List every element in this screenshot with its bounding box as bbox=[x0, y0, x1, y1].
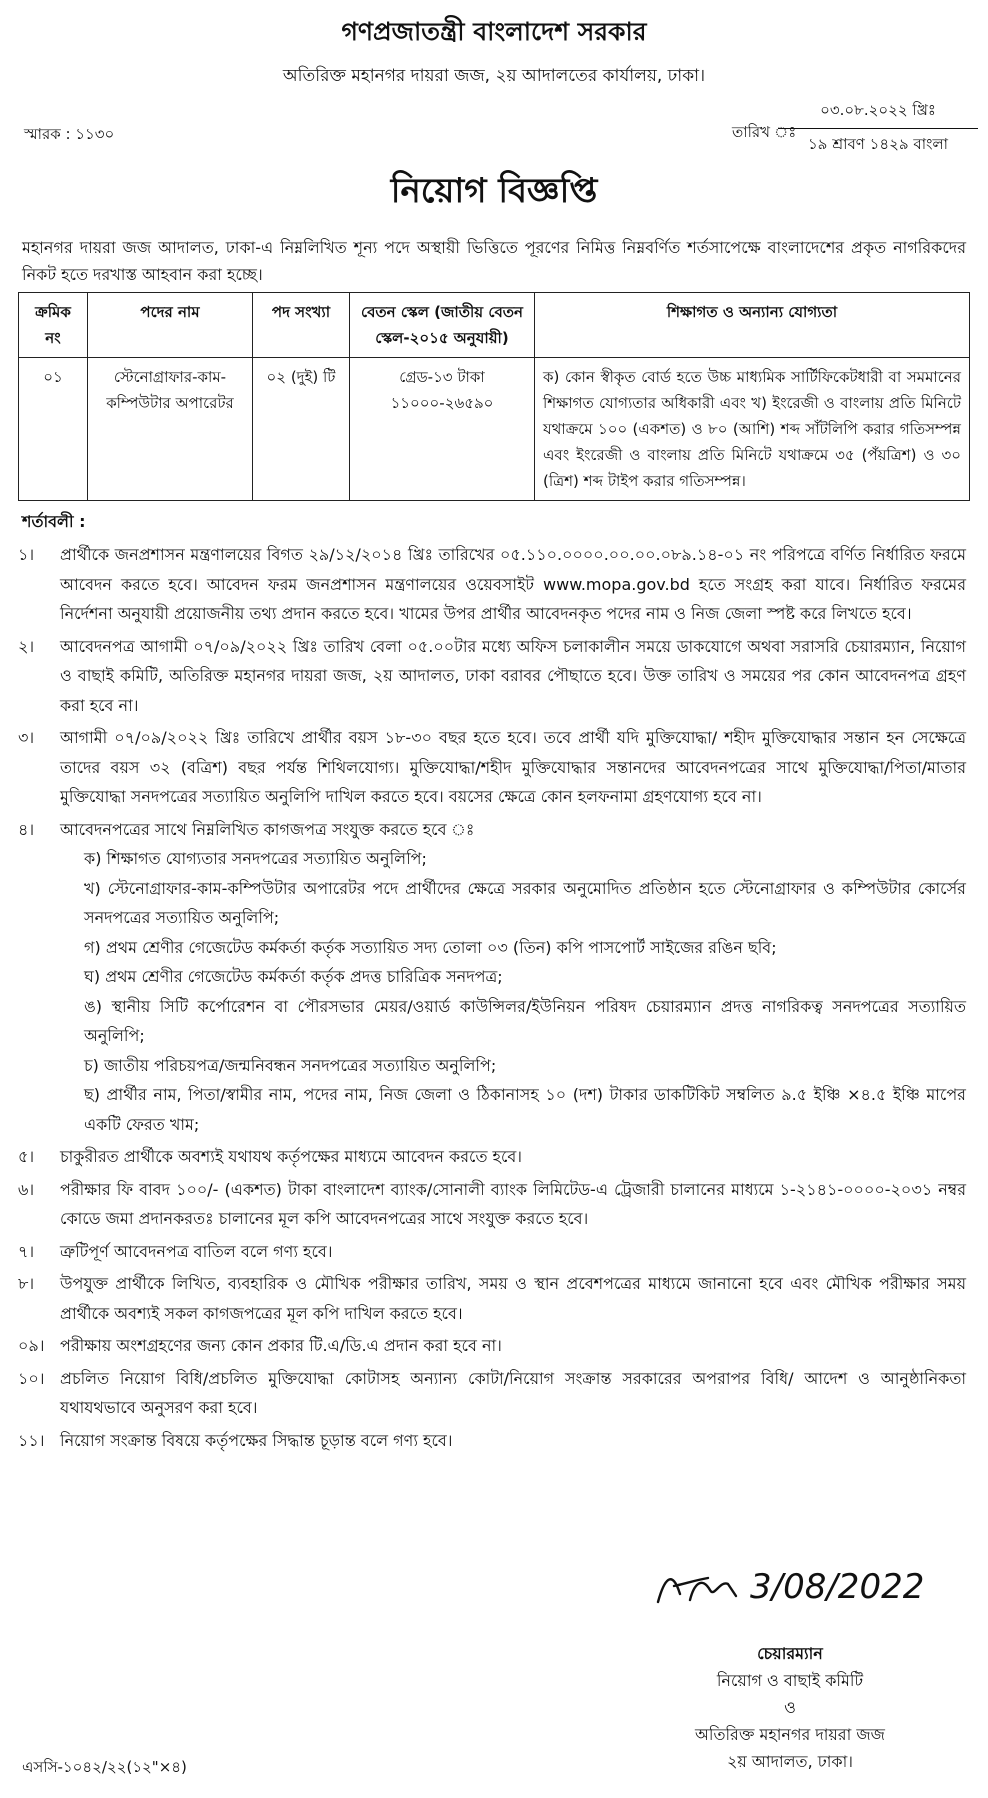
term-text: উপযুক্ত প্রার্থীকে লিখিত, ব্যবহারিক ও মৌখিক পরীক্ষার তারিখ, সময় ও স্থান প্রবেশপত্রের মাধ্যমে জানানো হবে এবং মৌখিক পরীক্ষার সময় প্রার্থীকে অবশ্যই সকল কাগজপত্রের মূল কপি দাখিল করতে হবে। bbox=[60, 1274, 966, 1323]
term-text: চাকুরীরত প্রার্থীকে অবশ্যই যথাযথ কর্তৃপক্ষের মাধ্যমে আবেদন করতে হবে। bbox=[60, 1147, 523, 1166]
term-5 bbox=[18, 1142, 970, 1172]
col-serial: ক্রমিক নং bbox=[19, 293, 88, 358]
term-text: প্রার্থীকে জনপ্রশাসন মন্ত্রণালয়ের বিগত ২৯/১২/২০১৪ খ্রিঃ তারিখের ০৫.১১০.০০০০.০০.০০.০৮৯.১৪-০১ নং পরিপত্রে বর্ণিত নির্ধারিত ফরমে আবেদন করতে হবে। আবেদন ফরম জনপ্রশাসন মন্ত্রণালয়ের ওয়েবসাইট www.mopa.gov.bd হতে সংগ্রহ করা যাবে। নির্ধারিত ফরমের নির্দেশনা অনুযায়ী প্রয়োজনীয় তথ্য প্রদান করতে হবে। খামের উপর প্রার্থীর আবেদনকৃত পদের নাম ও নিজ জেলা স্পষ্ট করে লিখতে হবে। bbox=[60, 545, 966, 623]
table-row bbox=[19, 358, 970, 501]
cell-count: ০২ (দুই) টি bbox=[253, 358, 350, 501]
document-item: ঘ) প্রথম শ্রেণীর গেজেটেড কর্মকর্তা কর্তৃক প্রদত্ত চারিত্রিক সনদপত্র; bbox=[84, 967, 503, 986]
term-9 bbox=[18, 1331, 970, 1361]
table-header-row bbox=[19, 293, 970, 358]
intro-paragraph: মহানগর দায়রা জজ আদালত, ঢাকা-এ নিম্নলিখিত শূন্য পদে অস্থায়ী ভিত্তিতে পূরণের নিমিত্ত নিম্নবর্ণিত শর্তসাপেক্ষে বাংলাদেশের প্রকৃত নাগরিকদের নিকট হতে দরখাস্ত আহবান করা হচ্ছে। bbox=[22, 238, 966, 284]
term-text: নিয়োগ সংক্রান্ত বিষয়ে কর্তৃপক্ষের সিদ্ধান্ত চূড়ান্ত বলে গণ্য হবে। bbox=[60, 1430, 453, 1450]
terms-list bbox=[18, 540, 970, 1455]
government-title: গণপ্রজাতন্ত্রী বাংলাদেশ সরকার bbox=[341, 17, 647, 46]
term-8 bbox=[18, 1269, 970, 1328]
date-bangla: ১৯ শ্রাবণ ১৪২৯ বাংলা bbox=[807, 135, 949, 153]
col-scale: বেতন স্কেল (জাতীয় বেতন স্কেল-২০১৫ অনুযায়ী) bbox=[350, 293, 535, 358]
terms-heading: শর্তাবলী : bbox=[22, 512, 86, 531]
document-item: খ) স্টেনোগ্রাফার-কাম-কম্পিউটার অপারেটর পদে প্রার্থীদের ক্ষেত্রে সরকার অনুমোদিত প্রতিষ্ঠান হতে স্টেনোগ্রাফার ও কম্পিউটার কোর্সের সনদপত্রের সত্যায়িত অনুলিপি; bbox=[84, 878, 966, 927]
term-text: আবেদনপত্রের সাথে নিম্নলিখিত কাগজপত্র সংযুক্ত করতে হবে ঃ bbox=[60, 819, 475, 839]
term-text: পরীক্ষার ফি বাবদ ১০০/- (একশত) টাকা বাংলাদেশ ব্যাংক/সোনালী ব্যাংক লিমিটেড-এ ট্রেজারী চালানের মাধ্যমে ১-২১৪১-০০০০-২০৩১ নম্বর কোডে জমা প্রদানকরতঃ চালানের মূল কপি আবেদনপত্রের সাথে সংযুক্ত করতে হবে। bbox=[60, 1179, 966, 1228]
term-number: ৪। bbox=[18, 819, 35, 839]
document-item: গ) প্রথম শ্রেণীর গেজেটেড কর্মকর্তা কর্তৃক সত্যায়িত সদ্য তোলা ০৩ (তিন) কপি পাসপোর্ট সাইজের রঙিন ছবি; bbox=[84, 937, 777, 957]
term-6 bbox=[18, 1175, 970, 1234]
term-number: ৬। bbox=[18, 1179, 35, 1199]
signature-block bbox=[640, 1550, 940, 1775]
term-10 bbox=[18, 1364, 970, 1423]
document-item: ক) শিক্ষাগত যোগ্যতার সনদপত্রের সত্যায়িত অনুলিপি; bbox=[84, 849, 427, 868]
term-text: ত্রুটিপূর্ণ আবেদনপত্র বাতিল বলে গণ্য হবে। bbox=[60, 1241, 333, 1261]
date-label: তারিখ ঃ bbox=[732, 123, 797, 141]
term-text: আবেদনপত্র আগামী ০৭/০৯/২০২২ খ্রিঃ তারিখ বেলা ০৫.০০টার মধ্যে অফিস চলাকালীন সময়ে ডাকযোগে অথবা সরাসরি চেয়ারম্যান, নিয়োগ ও বাছাই কমিটি, অতিরিক্ত মহানগর দায়রা জজ, ২য় আদালত, ঢাকা বরাবর পৌছাতে হবে। উক্ত তারিখ ও সময়ের পর কোন আবেদনপত্র গ্রহণ করা হবে না। bbox=[60, 636, 966, 715]
document-item: চ) জাতীয় পরিচয়পত্র/জন্মনিবন্ধন সনদপত্রের সত্যায়িত অনুলিপি; bbox=[84, 1055, 497, 1075]
date-gregorian: ০৩.০৮.২০২২ খ্রিঃ bbox=[778, 99, 978, 129]
term-text: পরীক্ষায় অংশগ্রহণের জন্য কোন প্রকার টি.এ/ডি.এ প্রদান করা হবে না। bbox=[60, 1336, 502, 1355]
term-number: ১১। bbox=[18, 1430, 45, 1450]
signature-court: ২য় আদালত, ঢাকা। bbox=[727, 1752, 853, 1771]
term-1 bbox=[18, 540, 970, 629]
term-3 bbox=[18, 723, 970, 812]
term-text: প্রচলিত নিয়োগ বিধি/প্রচলিত মুক্তিযোদ্ধা কোটাসহ অন্যান্য কোটা/নিয়োগ সংক্রান্ত সরকারের অপরাপর বিধি/ আদেশ ও আনুষ্ঠানিকতা যথাযথভাবে অনুসরণ করা হবে। bbox=[60, 1368, 966, 1417]
col-count: পদ সংখ্যা bbox=[253, 293, 350, 358]
term-text: আগামী ০৭/০৯/২০২২ খ্রিঃ তারিখে প্রার্থীর বয়স ১৮-৩০ বছর হতে হবে। তবে প্রার্থী যদি মুক্তিযোদ্ধা/ শহীদ মুক্তিযোদ্ধার সন্তান হন সেক্ষেত্রে তাদের বয়স ৩২ (বত্রিশ) বছর পর্যন্ত শিথিলযোগ্য। মুক্তিযোদ্ধা/শহীদ মুক্তিযোদ্ধার সন্তানদের আবেদনপত্রের সাথে মুক্তিযোদ্ধা/পিতা/মাতার মুক্তিযোদ্ধা সনদপত্রের সত্যায়িত অনুলিপি দাখিল করতে হবে। বয়সের ক্ষেত্রে কোন হলফনামা গ্রহণযোগ্য হবে না। bbox=[60, 728, 966, 806]
term-number: ৮। bbox=[18, 1274, 35, 1293]
document-item: ঙ) স্থানীয় সিটি কর্পোরেশন বা পৌরসভার মেয়র/ওয়ার্ড কাউন্সিলর/ইউনিয়ন পরিষদ চেয়ারম্যান প্রদত্ত নাগরিকত্ব সনদপত্রের সত্যায়িত অনুলিপি; bbox=[84, 996, 966, 1045]
cell-qualification: ক) কোন স্বীকৃত বোর্ড হতে উচ্চ মাধ্যমিক সার্টিফিকেটধারী বা সমমানের শিক্ষাগত যোগ্যতার অধিকারী এবং খ) ইংরেজী ও বাংলায় প্রতি মিনিটে যথাক্রমে ১০০ (একশত) ও ৮০ (আশি) শব্দ সাঁটলিপি করার গতিসম্পন্ন এবং ইংরেজী ও বাংলায় প্রতি মিনিটে যথাক্রমে ৩৫ (পঁয়ত্রিশ) ও ৩০ (ত্রিশ) শব্দ টাইপ করার গতিসম্পন্ন। bbox=[535, 358, 970, 501]
signature-and: ও bbox=[784, 1698, 796, 1717]
term-number: ৫। bbox=[18, 1147, 35, 1166]
term-number: ৩। bbox=[18, 728, 35, 747]
signature-designation: অতিরিক্ত মহানগর দায়রা জজ bbox=[695, 1725, 885, 1744]
term-number: ০৯। bbox=[18, 1336, 45, 1355]
term-number: ৭। bbox=[18, 1241, 35, 1261]
term-11 bbox=[18, 1426, 970, 1456]
term-4 bbox=[18, 815, 970, 1140]
col-post: পদের নাম bbox=[88, 293, 253, 358]
memo-number: স্মারক : ১১৩০ bbox=[24, 125, 115, 143]
signature-title: চেয়ারম্যান bbox=[757, 1644, 823, 1663]
signature-date: 3/08/2022 bbox=[750, 1567, 925, 1607]
signature-committee: নিয়োগ ও বাছাই কমিটি bbox=[716, 1671, 864, 1690]
reference-row bbox=[18, 97, 970, 159]
office-name: অতিরিক্ত মহানগর দায়রা জজ, ২য় আদালতের কার্যালয়, ঢাকা। bbox=[282, 66, 706, 86]
term-7 bbox=[18, 1237, 970, 1267]
handwritten-signature bbox=[650, 1550, 940, 1620]
term-number: ১০। bbox=[18, 1368, 45, 1388]
term-number: ২। bbox=[18, 636, 35, 656]
col-qualification: শিক্ষাগত ও অন্যান্য যোগ্যতা bbox=[535, 293, 970, 358]
document-item: ছ) প্রার্থীর নাম, পিতা/স্বামীর নাম, পদের নাম, নিজ জেলা ও ঠিকানাসহ ১০ (দশ) টাকার ডাকটিকিট সম্বলিত ৯.৫ ইঞ্চি ×৪.৫ ইঞ্চি মাপের একটি ফেরত খাম; bbox=[84, 1085, 966, 1134]
footer-code: এসসি-১০৪২/২২(১২"×৪) bbox=[22, 1758, 187, 1776]
cell-serial: ০১ bbox=[19, 358, 88, 501]
date-box bbox=[778, 99, 978, 158]
cell-scale: গ্রেড-১৩ টাকা ১১০০০-২৬৫৯০ bbox=[350, 358, 535, 501]
cell-post: স্টেনোগ্রাফার-কাম-কম্পিউটার অপারেটর bbox=[88, 358, 253, 501]
vacancy-table bbox=[18, 292, 970, 501]
notice-title: নিয়োগ বিজ্ঞপ্তি bbox=[390, 171, 598, 211]
term-number: ১। bbox=[18, 545, 35, 564]
term-2 bbox=[18, 632, 970, 721]
